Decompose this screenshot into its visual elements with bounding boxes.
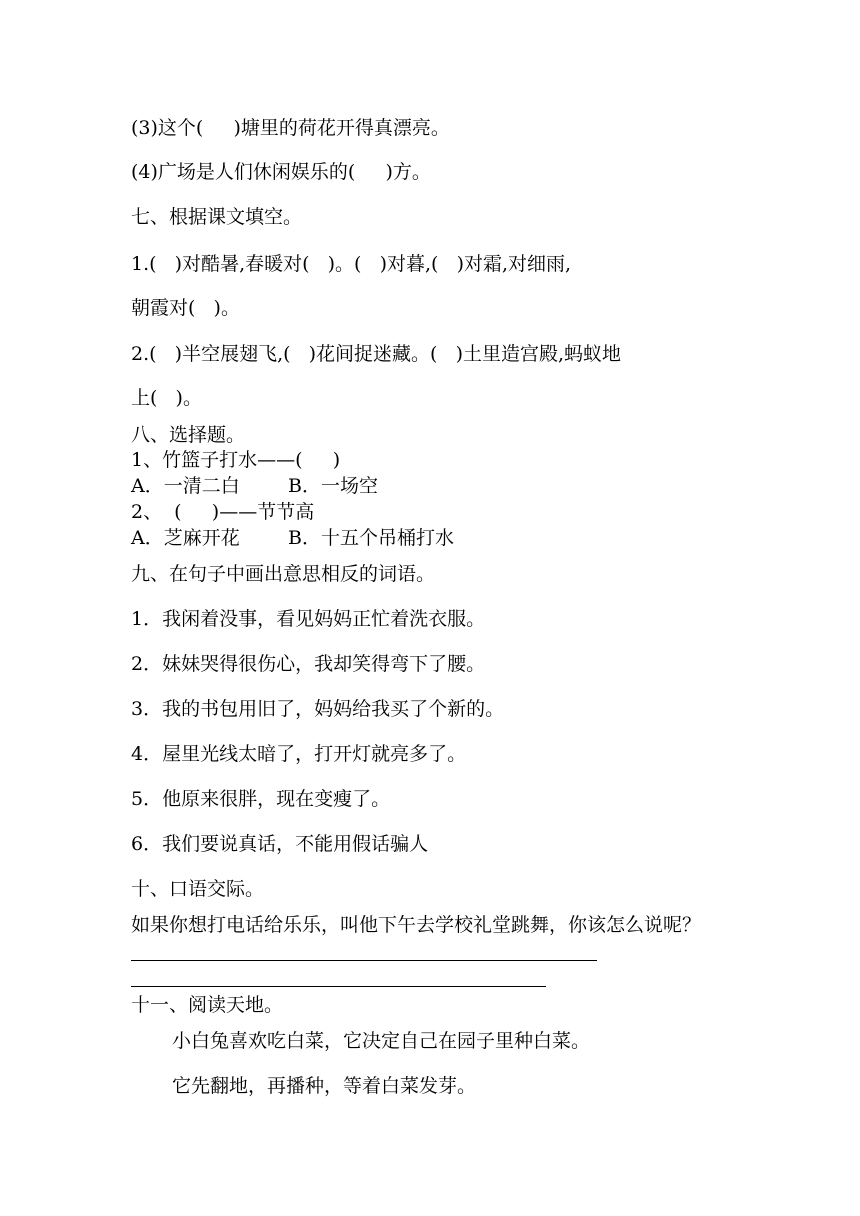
section-8-q1-options: A．一清二白 B．一场空 <box>131 475 379 497</box>
section-9-item-6: 6．我们要说真话，不能用假话骗人 <box>131 833 429 855</box>
section-7-q2-line1: 2.( )半空展翅飞,( )花间捉迷藏。( )土里造宫殿,蚂蚁地 <box>131 343 622 365</box>
section-9-item-1: 1．我闲着没事，看见妈妈正忙着洗衣服。 <box>131 608 486 630</box>
section-9-item-3: 3．我的书包用旧了，妈妈给我买了个新的。 <box>131 698 505 720</box>
section-7-q1-line1: 1.( )对酷暑,春暖对( )。( )对暮,( )对霜,对细雨, <box>131 253 572 275</box>
fill-blank-item-4: (4)广场是人们休闲娱乐的( )方。 <box>131 161 431 183</box>
section-9-item-2: 2．妹妹哭得很伤心，我却笑得弯下了腰。 <box>131 653 486 675</box>
fill-blank-item-3: (3)这个( )塘里的荷花开得真漂亮。 <box>131 117 450 139</box>
section-8-heading: 八、选择题。 <box>131 424 246 446</box>
section-9-item-5: 5．他原来很胖，现在变瘦了。 <box>131 788 391 810</box>
section-9-item-4: 4．屋里光线太暗了，打开灯就亮多了。 <box>131 743 467 765</box>
reading-paragraph-1: 小白兔喜欢吃白菜，它决定自己在园子里种白菜。 <box>172 1030 591 1052</box>
answer-line-2 <box>131 986 546 987</box>
section-10-prompt: 如果你想打电话给乐乐，叫他下午去学校礼堂跳舞，你该怎么说呢？ <box>131 914 702 936</box>
section-7-q1-line2: 朝霞对( )。 <box>131 297 240 319</box>
section-8-q2-options: A．芝麻开花 B．十五个吊桶打水 <box>131 527 455 549</box>
reading-paragraph-2: 它先翻地，再播种，等着白菜发芽。 <box>172 1075 477 1097</box>
section-7-q2-line2: 上( )。 <box>131 387 202 409</box>
section-8-q1: 1、竹篮子打水——( ) <box>131 449 341 471</box>
section-7-heading: 七、根据课文填空。 <box>131 206 303 228</box>
section-8-q2: 2、 ( )——节节高 <box>131 501 315 523</box>
section-10-heading: 十、口语交际。 <box>131 878 265 900</box>
answer-line-1 <box>131 960 597 961</box>
section-9-heading: 九、在句子中画出意思相反的词语。 <box>131 563 436 585</box>
section-11-heading: 十一、阅读天地。 <box>131 994 284 1016</box>
